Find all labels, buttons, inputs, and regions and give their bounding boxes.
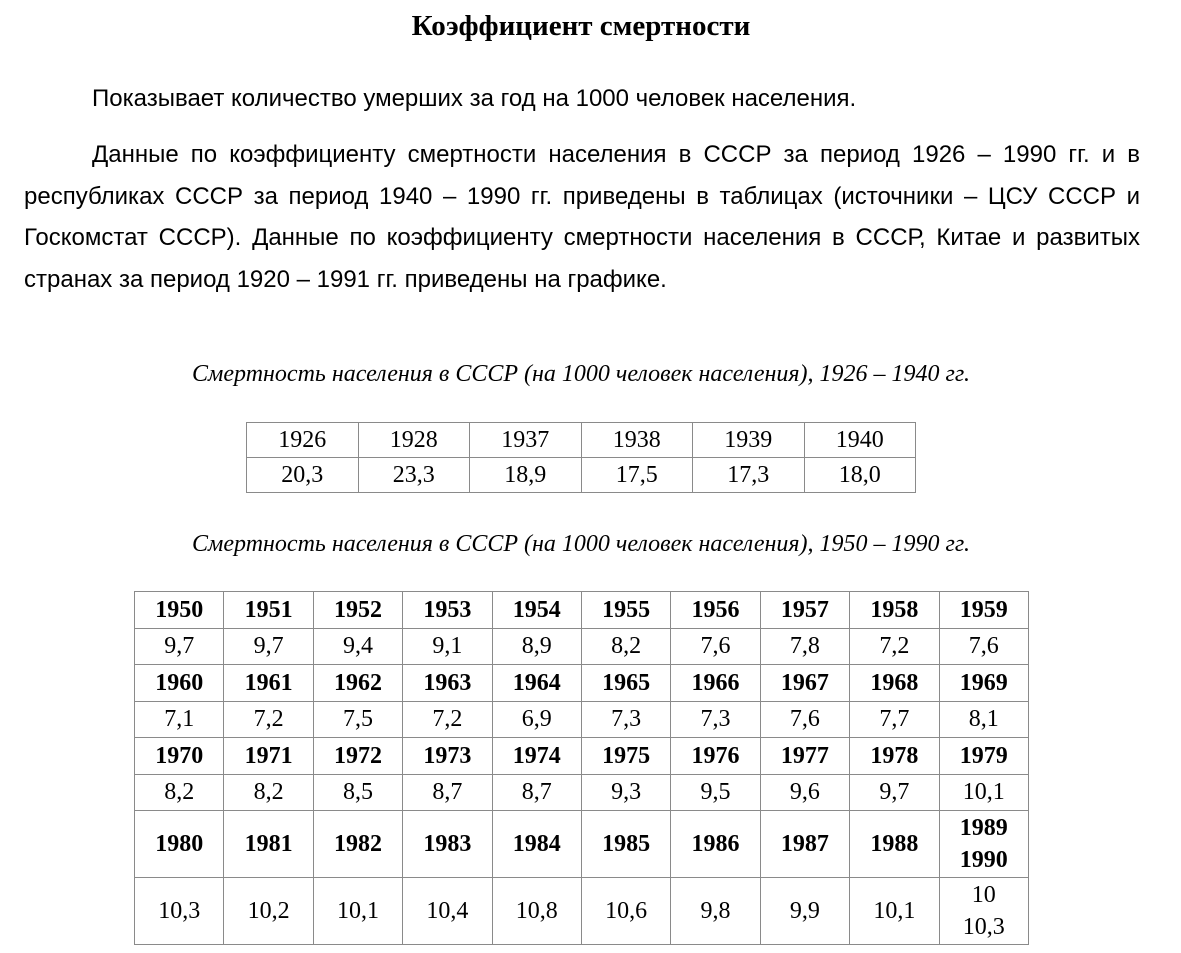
year-cell: 1983 xyxy=(403,811,492,878)
value-cell: 9,3 xyxy=(581,774,670,811)
value-cell xyxy=(939,878,1028,945)
value-cell: 8,7 xyxy=(403,774,492,811)
year-cell: 1962 xyxy=(313,665,402,702)
table-row-years xyxy=(135,811,1029,878)
year-cell: 1976 xyxy=(671,738,760,775)
page-title: Коэффициент смертности xyxy=(411,10,751,42)
value-cell: 9,7 xyxy=(850,774,939,811)
value-cell: 17,5 xyxy=(581,458,693,493)
year-cell: 1967 xyxy=(760,665,849,702)
year-line: 1990 xyxy=(959,847,1008,873)
year-cell: 1953 xyxy=(403,592,492,629)
table1-caption: Смертность населения в СССР (на 1000 человек населения), 1926 – 1940 гг. xyxy=(192,361,970,387)
value-cell: 8,5 xyxy=(313,774,402,811)
value-cell: 9,9 xyxy=(760,878,849,945)
value-cell: 9,1 xyxy=(403,628,492,665)
value-cell: 7,2 xyxy=(850,628,939,665)
year-cell: 1980 xyxy=(135,811,224,878)
year-cell: 1974 xyxy=(492,738,581,775)
value-cell: 7,6 xyxy=(939,628,1028,665)
value-cell: 8,1 xyxy=(939,701,1028,738)
value-cell: 18,9 xyxy=(470,458,582,493)
value-cell: 9,8 xyxy=(671,878,760,945)
year-cell: 1985 xyxy=(581,811,670,878)
value-cell: 7,1 xyxy=(135,701,224,738)
year-cell: 1937 xyxy=(470,423,582,458)
year-cell: 1928 xyxy=(358,423,470,458)
year-cell xyxy=(939,811,1028,878)
year-cell: 1977 xyxy=(760,738,849,775)
value-cell: 10,1 xyxy=(313,878,402,945)
year-cell: 1970 xyxy=(135,738,224,775)
year-cell: 1960 xyxy=(135,665,224,702)
year-cell: 1969 xyxy=(939,665,1028,702)
value-cell: 7,2 xyxy=(224,701,313,738)
value-cell: 10,1 xyxy=(850,878,939,945)
year-cell: 1982 xyxy=(313,811,402,878)
year-cell: 1966 xyxy=(671,665,760,702)
year-cell: 1939 xyxy=(693,423,805,458)
year-cell: 1984 xyxy=(492,811,581,878)
value-cell: 8,2 xyxy=(224,774,313,811)
year-cell: 1973 xyxy=(403,738,492,775)
table2-caption: Смертность населения в СССР (на 1000 человек населения), 1950 – 1990 гг. xyxy=(192,531,970,557)
table-row-values xyxy=(247,458,916,493)
mortality-table-1926-1940 xyxy=(246,422,916,493)
value-cell: 7,3 xyxy=(671,701,760,738)
year-line: 1989 xyxy=(959,815,1008,841)
value-cell: 10,3 xyxy=(135,878,224,945)
value-cell: 10,1 xyxy=(939,774,1028,811)
value-cell: 10,8 xyxy=(492,878,581,945)
description-paragraph: Данные по коэффициенту смертности населения в СССР за период 1926 – 1990 гг. и в республиках СССР за период 1940 – 1990 гг. приведены в таблицах (источники – ЦСУ СССР и Госкомстат СССР). Данные по коэффициенту смертности населения в СССР, Китае и развитых странах за период 1920 – 1991 гг. приведены на графике. xyxy=(24,141,1140,293)
table-row-values xyxy=(135,774,1029,811)
value-cell: 8,2 xyxy=(135,774,224,811)
value-cell: 9,7 xyxy=(224,628,313,665)
year-cell: 1979 xyxy=(939,738,1028,775)
year-cell: 1958 xyxy=(850,592,939,629)
table-row-years xyxy=(135,665,1029,702)
value-cell: 20,3 xyxy=(247,458,359,493)
value-cell: 9,6 xyxy=(760,774,849,811)
year-cell: 1938 xyxy=(581,423,693,458)
value-cell: 18,0 xyxy=(804,458,916,493)
value-line: 10 xyxy=(971,882,996,908)
value-cell: 17,3 xyxy=(693,458,805,493)
table-row-values xyxy=(135,878,1029,945)
year-cell: 1956 xyxy=(671,592,760,629)
year-cell: 1950 xyxy=(135,592,224,629)
year-cell: 1975 xyxy=(581,738,670,775)
value-cell: 10,2 xyxy=(224,878,313,945)
value-cell: 7,6 xyxy=(671,628,760,665)
value-cell: 9,7 xyxy=(135,628,224,665)
year-cell: 1954 xyxy=(492,592,581,629)
year-cell: 1968 xyxy=(850,665,939,702)
intro-paragraph: Показывает количество умерших за год на 1000 человек населения. xyxy=(92,85,857,112)
value-cell: 6,9 xyxy=(492,701,581,738)
table-row-years xyxy=(247,423,916,458)
value-line: 10,3 xyxy=(962,914,1005,940)
year-cell: 1926 xyxy=(247,423,359,458)
value-cell: 7,2 xyxy=(403,701,492,738)
year-cell: 1957 xyxy=(760,592,849,629)
year-cell: 1988 xyxy=(850,811,939,878)
table-row-values xyxy=(135,628,1029,665)
value-cell: 8,9 xyxy=(492,628,581,665)
value-cell: 8,2 xyxy=(581,628,670,665)
value-cell: 9,4 xyxy=(313,628,402,665)
value-cell: 7,7 xyxy=(850,701,939,738)
mortality-table-1950-1990 xyxy=(134,591,1029,945)
year-cell: 1940 xyxy=(804,423,916,458)
value-cell: 10,6 xyxy=(581,878,670,945)
year-cell: 1961 xyxy=(224,665,313,702)
year-cell: 1951 xyxy=(224,592,313,629)
year-cell: 1964 xyxy=(492,665,581,702)
table-row-years xyxy=(135,592,1029,629)
value-cell: 8,7 xyxy=(492,774,581,811)
year-cell: 1971 xyxy=(224,738,313,775)
year-cell: 1972 xyxy=(313,738,402,775)
value-cell: 7,5 xyxy=(313,701,402,738)
year-cell: 1955 xyxy=(581,592,670,629)
value-cell: 23,3 xyxy=(358,458,470,493)
table-row-years xyxy=(135,738,1029,775)
year-cell: 1952 xyxy=(313,592,402,629)
year-cell: 1963 xyxy=(403,665,492,702)
year-cell: 1959 xyxy=(939,592,1028,629)
value-cell: 7,8 xyxy=(760,628,849,665)
year-cell: 1981 xyxy=(224,811,313,878)
value-cell: 10,4 xyxy=(403,878,492,945)
value-cell: 7,3 xyxy=(581,701,670,738)
year-cell: 1965 xyxy=(581,665,670,702)
value-cell: 7,6 xyxy=(760,701,849,738)
year-cell: 1987 xyxy=(760,811,849,878)
year-cell: 1978 xyxy=(850,738,939,775)
value-cell: 9,5 xyxy=(671,774,760,811)
year-cell: 1986 xyxy=(671,811,760,878)
table-row-values xyxy=(135,701,1029,738)
